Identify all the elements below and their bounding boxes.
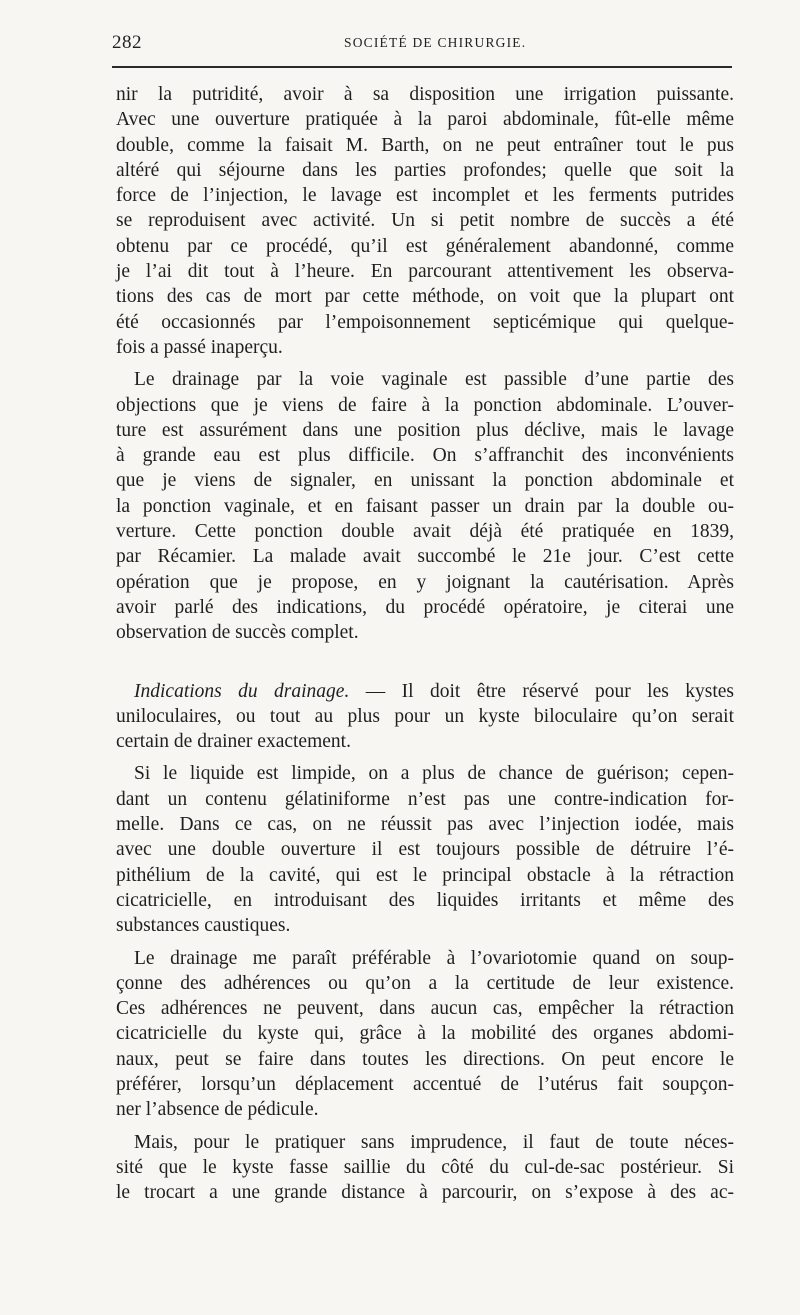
paragraph (116, 946, 734, 1123)
text-line: objections que je viens de faire à la ponction abdominale. L’ouver- (116, 394, 734, 416)
text-line: Si le liquide est limpide, on a plus de chance de guérison; cepen- (134, 763, 734, 785)
text-line: cicatricielle, en introduisant des liquides irritants et même des (116, 889, 734, 911)
text-line: Le drainage me paraît préférable à l’ovariotomie quand on soup- (134, 947, 734, 969)
text-line: fois a passé inaperçu. (116, 336, 283, 358)
text-line: le trocart a une grande distance à parcourir, on s’expose à des ac- (116, 1182, 734, 1204)
text-line: Le drainage par la voie vaginale est passible d’une partie des (134, 369, 734, 391)
text-line: naux, peut se faire dans toutes les directions. On peut encore le (116, 1048, 734, 1070)
text-line: melle. Dans ce cas, on ne réussit pas avec l’injection iodée, mais (116, 814, 734, 836)
text-line: se reproduisent avec activité. Un si petit nombre de succès a été (116, 210, 734, 232)
paragraph (116, 82, 734, 360)
text-line: pithélium de la cavité, qui est le principal obstacle à la rétraction (116, 864, 734, 886)
text-line: force de l’injection, le lavage est incomplet et les ferments putrides (116, 185, 734, 207)
text-line: observation de succès complet. (116, 622, 359, 644)
text-line: sité que le kyste fasse saillie du côté du cul-de-sac postérieur. Si (116, 1156, 734, 1178)
header-rule (112, 66, 732, 68)
text-line: certain de drainer exactement. (116, 731, 351, 753)
body-text (116, 82, 734, 1212)
text-line: préférer, lorsqu’un déplacement accentué de l’utérus fait soupçon- (116, 1073, 734, 1095)
text-line: dant un contenu gélatiniforme n’est pas une contre-indication for- (116, 788, 734, 810)
text-line: opération que je propose, en y joignant la cautérisation. Après (116, 571, 734, 593)
running-head: SOCIÉTÉ DE CHIRURGIE. (344, 35, 527, 50)
text-line: à grande eau est plus difficile. On s’affranchit des inconvénients (116, 445, 734, 467)
text-line: avec une double ouverture il est toujours possible de détruire l’é- (116, 839, 734, 861)
text-line: cicatricielle du kyste qui, grâce à la mobilité des organes abdomi- (116, 1023, 734, 1045)
text-line: je l’ai dit tout à l’heure. En parcourant attentivement les observa- (116, 261, 734, 283)
text-line: substances caustiques. (116, 915, 291, 937)
paragraph (116, 761, 734, 938)
text-line: la ponction vaginale, et en faisant passer un drain par la double ou- (116, 495, 734, 517)
text-line: altéré qui séjourne dans les parties profondes; quelle que soit la (116, 159, 734, 181)
text-line: verture. Cette ponction double avait déjà été pratiquée en 1839, (116, 521, 734, 543)
text-line: été occasionnés par l’empoisonnement septicémique qui quelque- (116, 311, 734, 333)
text-line: tions des cas de mort par cette méthode, on voit que la plupart ont (116, 286, 734, 308)
text-line: double, comme la faisait M. Barth, on ne peut entraîner tout le pus (116, 134, 734, 156)
text-line: Avec une ouverture pratiquée à la paroi abdominale, fût-elle même (116, 109, 734, 131)
text-line: nir la putridité, avoir à sa disposition une irrigation puissante. (116, 84, 734, 105)
text-line (116, 679, 734, 704)
text-line: ner l’absence de pédicule. (116, 1099, 319, 1121)
paragraph (116, 367, 734, 645)
text-line: que je viens de signaler, en unissant la ponction abdominale et (116, 470, 734, 492)
page-number: 282 (112, 32, 142, 53)
section-gap (116, 653, 734, 679)
section-heading: Indications du drainage. (134, 680, 350, 702)
page-header (112, 32, 732, 58)
text-line: Mais, pour le pratiquer sans imprudence, il faut de toute néces- (134, 1131, 734, 1153)
text-line: Ces adhérences ne peuvent, dans aucun cas, empêcher la rétraction (116, 998, 734, 1020)
text-run: — Il doit être réservé pour les kystes (349, 680, 734, 702)
text-line: çonne des adhérences ou qu’on a la certitude de leur existence. (116, 972, 734, 994)
text-line: uniloculaires, ou tout au plus pour un kyste biloculaire qu’on serait (116, 705, 734, 727)
paragraph (116, 1130, 734, 1206)
text-line: obtenu par ce procédé, qu’il est généralement abandonné, comme (116, 235, 734, 257)
text-line: ture est assurément dans une position plus déclive, mais le lavage (116, 419, 734, 441)
text-line: avoir parlé des indications, du procédé opératoire, je citerai une (116, 596, 734, 618)
paragraph (116, 679, 734, 755)
text-line: par Récamier. La malade avait succombé le 21e jour. C’est cette (116, 546, 734, 568)
